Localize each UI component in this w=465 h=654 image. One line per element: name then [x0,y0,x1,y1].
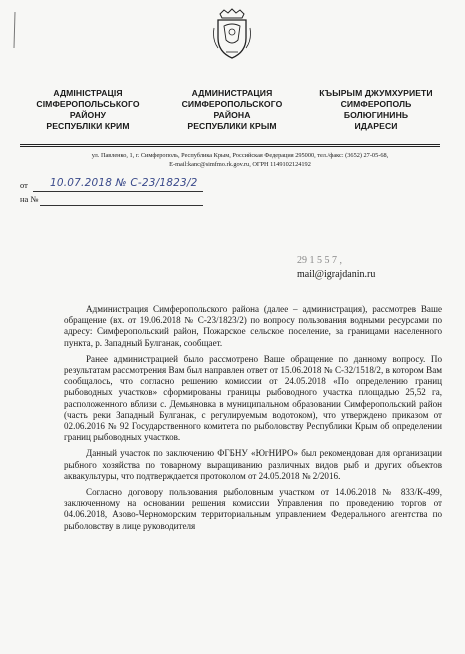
address-line: E-mail:kanc@simfmo.rk.gov.ru, ОГРН 1149102124192 [169,161,311,168]
header-russian [162,88,302,132]
handwritten-reg-number: 10.07.2018 № С-23/1823/2 [50,177,198,189]
header-divider [20,144,440,145]
header-line: КЪЫРЫМ ДЖУМХУРИЕТИ [319,88,433,98]
header-line: РЕСПУБЛІКИ КРИМ [46,121,130,131]
crimea-coat-of-arms-icon [212,8,252,60]
header-crimean-tatar [306,88,446,132]
letter-body [64,304,442,537]
paragraph: Ранее администрацией было рассмотрено Ваше обращение по данному вопросу. По результатам рассмотрения Вам был направлен ответ от 15.06.2018 № С-32/1518/2, в котором Вам сообщалось, что согласно решению комиссии от 24.05.2018 «По определению границ рыбоводных участков» сформированы границы рыбоводного участка площадью 25,52 га, расположенного вблизи с. Демьяновка в муниципальном образовании Симферопольский район (часть реки Западный Булганак, с регулируемым водотоком), что утверждено приказом от 02.06.2016 № 92 Государственного комитета по рыболовству Республики Крым об определении границ рыбоводных участков. [64,353,442,443]
header-line: АДМИНИСТРАЦИЯ [191,88,273,98]
to-label: на № [20,194,39,204]
paragraph: Данный участок по заключению ФГБНУ «ЮгНИРО» был рекомендован для организации рыбного хозяйства по товарному выращиванию различных видов рыб и других объектов аквакультуры, что подтверждается протоколом от 24.05.2018 № 2/2016. [64,448,442,481]
header-line: АДМІНІСТРАЦІЯ [53,88,123,98]
header-line: БОЛЮГИНИНЬ [343,110,409,120]
recipient-email: mail@igrajdanin.ru [297,269,376,280]
header-line: СІМФЕРОПОЛЬСЬКОГО [36,99,140,109]
paragraph: Согласно договору пользования рыболовным участком от 14.06.2018 № 833/К-499, заключенному на основании решения комиссии Управления по проведению торгов от 04.06.2018, Азово-Черноморским территориальным управлением Федерального агентства по рыболовству в лице руководителя [64,487,442,531]
header-line: РАЙОНА [213,110,251,120]
from-label: от [20,180,28,190]
recipient-partial: 29 1 5 5 7 , [297,255,342,266]
header-line: СИМФЕРОПОЛЬСКОГО [181,99,283,109]
pencil-mark [10,10,20,50]
address-line: ул. Павленко, 1, г. Симферополь, Республика Крым, Российская Федерация 295000, тел./факс: (3652) 27-05-68, [91,152,389,159]
header-line: РАЙОНУ [69,110,107,120]
paragraph: Администрация Симферопольского района (далее – администрация), рассмотрев Ваше обращение (вх. от 19.06.2018 № С-23/1823/2) по вопросу пользования водными ресурсами по адресу: Симферопольский район, Пожарское сельское поселение, за границами населенного пункта, р. Западный Булганак, сообщает. [64,304,442,348]
from-underline [33,191,203,192]
to-underline [40,205,203,206]
header-divider [20,146,440,147]
header-line: РЕСПУБЛИКИ КРЫМ [187,121,277,131]
header-ukrainian [18,88,158,132]
header-line: ИДАРЕСИ [354,121,398,131]
header-line: СИМФЕРОПОЛЬ [340,99,412,109]
